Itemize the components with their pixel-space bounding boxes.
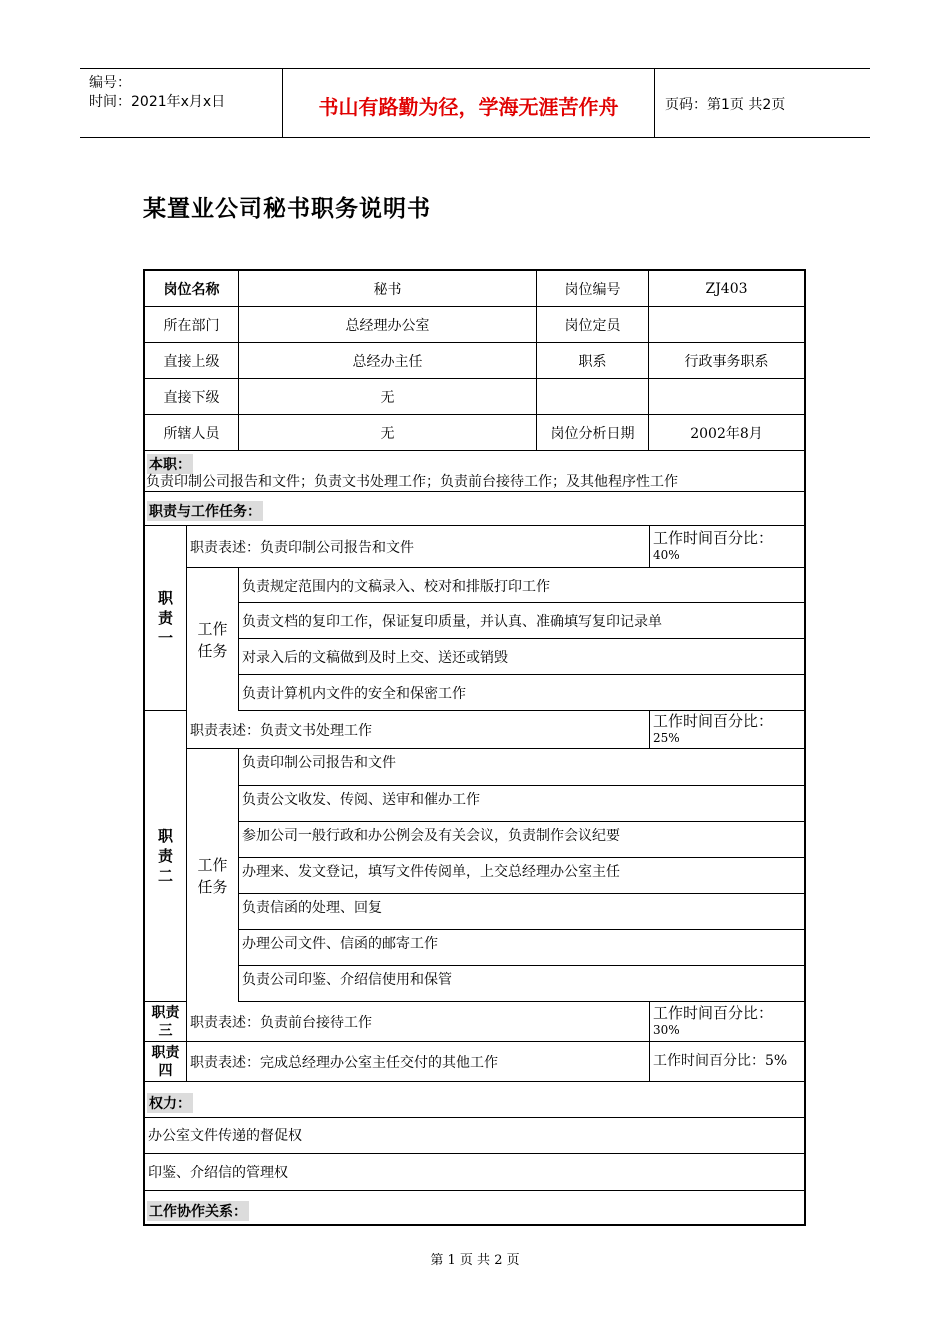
task-item: 负责规定范围内的文稿录入、校对和排版打印工作: [239, 568, 804, 603]
value-job-family: 行政事务职系: [649, 343, 804, 379]
value-analysis-date: 2002年8月: [649, 415, 804, 451]
duty-3-percentage: 工作时间百分比： 30%: [649, 1002, 804, 1042]
duty-4-statement: 职责表述：完成总经理办公室主任交付的其他工作: [187, 1042, 649, 1082]
page-header: [80, 68, 870, 138]
duty-3-statement: 职责表述：负责前台接待工作: [187, 1002, 649, 1042]
value-superior: 总经办主任: [239, 343, 537, 379]
value-post-name: 秘书: [239, 271, 537, 307]
duty-4-percentage: 工作时间百分比：5%: [649, 1042, 804, 1082]
value-department: 总经理办公室: [239, 307, 537, 343]
value-staff: 无: [239, 415, 537, 451]
divider: [145, 491, 804, 492]
empty-cell: [537, 379, 649, 415]
motto: 书山有路勤为径，学海无涯苦作舟: [318, 95, 619, 119]
duty-2-statement: 职责表述：负责文书处理工作: [187, 711, 649, 749]
task-item: 负责文档的复印工作，保证复印质量，并认真、准确填写复印记录单: [239, 603, 804, 639]
label-job-family: 职系: [537, 343, 649, 379]
number-label: 编号：: [89, 75, 131, 91]
duties-label: 职责与工作任务：: [147, 501, 263, 521]
summary-text: 负责印制公司报告和文件；负责文书处理工作；负责前台接待工作；及其他程序性工作: [146, 474, 678, 490]
time-label: 时间：2021年x月x日: [89, 94, 226, 110]
label-analysis-date: 岗位分析日期: [537, 415, 649, 451]
task-item: 负责印制公司报告和文件: [239, 749, 804, 786]
relations-label: 工作协作关系：: [147, 1201, 249, 1221]
task-item: 办理来、发文登记，填写文件传阅单，上交总经理办公室主任: [239, 858, 804, 894]
label-headcount: 岗位定员: [537, 307, 649, 343]
duty-1-name: 职责一: [145, 526, 187, 711]
duty-1-task-label: 工作任务: [187, 568, 239, 711]
duty-2-name: 职责二: [145, 711, 187, 1002]
task-item: 负责公文收发、传阅、送审和催办工作: [239, 786, 804, 822]
value-headcount: [649, 307, 804, 343]
job-description-form: [143, 269, 806, 1226]
header-motto-cell: [283, 69, 655, 137]
header-page-cell: [655, 69, 870, 137]
task-item: 对录入后的文稿做到及时上交、送还或销毁: [239, 639, 804, 675]
document-title: 某置业公司秘书职务说明书: [143, 196, 431, 222]
header-meta: [80, 69, 283, 137]
authority-label: 权力：: [147, 1093, 193, 1113]
label-post-name: 岗位名称: [145, 271, 239, 307]
duty-3-name: 职责三: [145, 1002, 187, 1042]
page-info: 页码：第1页 共2页: [665, 97, 786, 113]
empty-cell: [649, 379, 804, 415]
task-item: 负责公司印鉴、介绍信使用和保管: [239, 966, 804, 1002]
task-item: 办理公司文件、信函的邮寄工作: [239, 930, 804, 966]
page-footer: 第 1 页 共 2 页: [430, 1253, 520, 1268]
label-subordinate: 直接下级: [145, 379, 239, 415]
duty-2-task-label: 工作任务: [187, 749, 239, 1002]
value-subordinate: 无: [239, 379, 537, 415]
label-post-code: 岗位编号: [537, 271, 649, 307]
label-department: 所在部门: [145, 307, 239, 343]
label-staff: 所辖人员: [145, 415, 239, 451]
authority-item: 印鉴、介绍信的管理权: [145, 1154, 804, 1191]
duty-1-statement: 职责表述：负责印制公司报告和文件: [187, 526, 649, 568]
duty-4-name: 职责四: [145, 1042, 187, 1082]
task-item: 负责信函的处理、回复: [239, 894, 804, 930]
summary-label: 本职：: [147, 454, 193, 474]
authority-item: 办公室文件传递的督促权: [145, 1118, 804, 1154]
duty-2-percentage: 工作时间百分比： 25%: [649, 711, 804, 749]
task-item: 负责计算机内文件的安全和保密工作: [239, 675, 804, 711]
label-superior: 直接上级: [145, 343, 239, 379]
duty-1-percentage: 工作时间百分比： 40%: [649, 526, 804, 568]
value-post-code: ZJ403: [649, 271, 804, 307]
task-item: 参加公司一般行政和办公例会及有关会议，负责制作会议纪要: [239, 822, 804, 858]
